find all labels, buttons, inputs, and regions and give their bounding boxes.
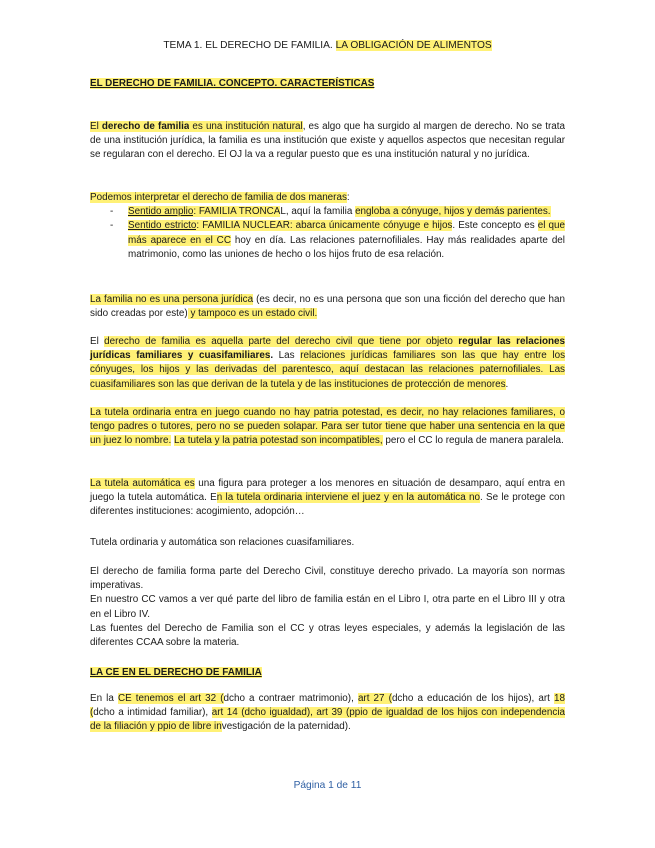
paragraph-tutela-automatica: La tutela automática es una figura para proteger a los menores en situación de desamparo, aquí entra en juego la tutela automática. En la tutela ordinaria interviene el juez y en la automática no. Se le protege con diferentes instituciones: acogimiento, adopción… xyxy=(90,478,565,518)
paragraph-objeto: El derecho de familia es aquella parte del derecho civil que tiene por objeto regular las relaciones jurídicas familiares y cuasifamiliares. Las relaciones jurídicas familiares son las que hay entre los cónyuges, los hijos y las derivadas del parentesco, aquí destacan las relaciones paternofiliales. Las cuasifamiliares son las que derivan de la tutela y de las instituciones de protección de menores. xyxy=(90,336,566,390)
paragraph-interpretations: Podemos interpretar el derecho de familia de dos maneras: - Sentido amplio: FAMILIA TRONCAL, aquí la familia engloba a cónyuge, hijos y demás parientes. - Sentido estricto: FAMILIA NUCLEAR: abarca únicamente cónyuge e hijos. Este concepto es el que más aparece en el CC hoy en día. Las relaciones paternofiliales. Hay más realidades aparte del matrimonio, como las uniones de hecho o los hijos fruto de esa relación. xyxy=(90,191,565,262)
paragraph-articulos-ce: En la CE tenemos el art 32 (dcho a contraer matrimonio), art 27 (dcho a educación de los hijos), art 18 (dcho a intimidad familiar), art 14 (dcho igualdad), art 39 (ppio de igualdad de los hijos con independencia de la filiación y ppio de libre investigación de la paternidad). xyxy=(90,693,566,733)
list-item-sentido-estricto: - Sentido estricto: FAMILIA NUCLEAR: abarca únicamente cónyuge e hijos. Este concepto es el que más aparece en el CC hoy en día. Las relaciones paternofiliales. Hay más realidades aparte del matrimonio, como las uniones de hecho o los hijos fruto de esa relación. xyxy=(90,219,565,262)
paragraph-tutela-ordinaria: La tutela ordinaria entra en juego cuando no hay patria potestad, es decir, no hay relaciones familiares, o tengo padres o tutores, pero no se pueden solapar. Para ser tutor tiene que haber una sentencia en la que un juez lo nombre. La tutela y la patria potestad son incompatibles, pero el CC lo regula de manera paralela. xyxy=(90,407,565,447)
section-heading-ce: LA CE EN EL DERECHO DE FAMILIA xyxy=(90,667,262,678)
section-heading-derecho-familia: EL DERECHO DE FAMILIA. CONCEPTO. CARACTERÍSTICAS xyxy=(90,78,375,89)
paragraph-derecho-civil: El derecho de familia forma parte del Derecho Civil, constituye derecho privado. La mayoría son normas imperativas. En nuestro CC vamos a ver qué parte del libro de familia están en el Libro I, otra parte en el Libro III y otra en el Libro IV. Las fuentes del Derecho de Familia son el CC y otras leyes especiales, y además la legislación de las diferentes CCAA sobre la materia. xyxy=(90,566,565,649)
paragraph-definition: El derecho de familia es una institución natural, es algo que ha surgido al margen de derecho. No se trata de una institución jurídica, la familia es una institución que existe y aquellos aspectos que necesitan regular se regularan con el derecho. El OJ la va a regular puesto que es una institución natural y no jurídica. xyxy=(90,121,565,161)
paragraph-cuasifamiliares: Tutela ordinaria y automática son relaciones cuasifamiliares. xyxy=(90,537,355,548)
page-number: Página 1 de 11 xyxy=(293,780,362,791)
header-title-highlight: LA OBLIGACIÓN DE ALIMENTOS xyxy=(335,40,492,51)
list-item-sentido-amplio: - Sentido amplio: FAMILIA TRONCAL, aquí la familia engloba a cónyuge, hijos y demás parientes. xyxy=(90,205,565,219)
page-header xyxy=(0,40,655,51)
paragraph-persona-juridica: La familia no es una persona jurídica (es decir, no es una persona que son una ficción del derecho que han sido creadas por este) y tampoco es un estado civil. xyxy=(90,294,565,320)
header-title: TEMA 1. EL DERECHO DE FAMILIA. xyxy=(163,40,336,51)
